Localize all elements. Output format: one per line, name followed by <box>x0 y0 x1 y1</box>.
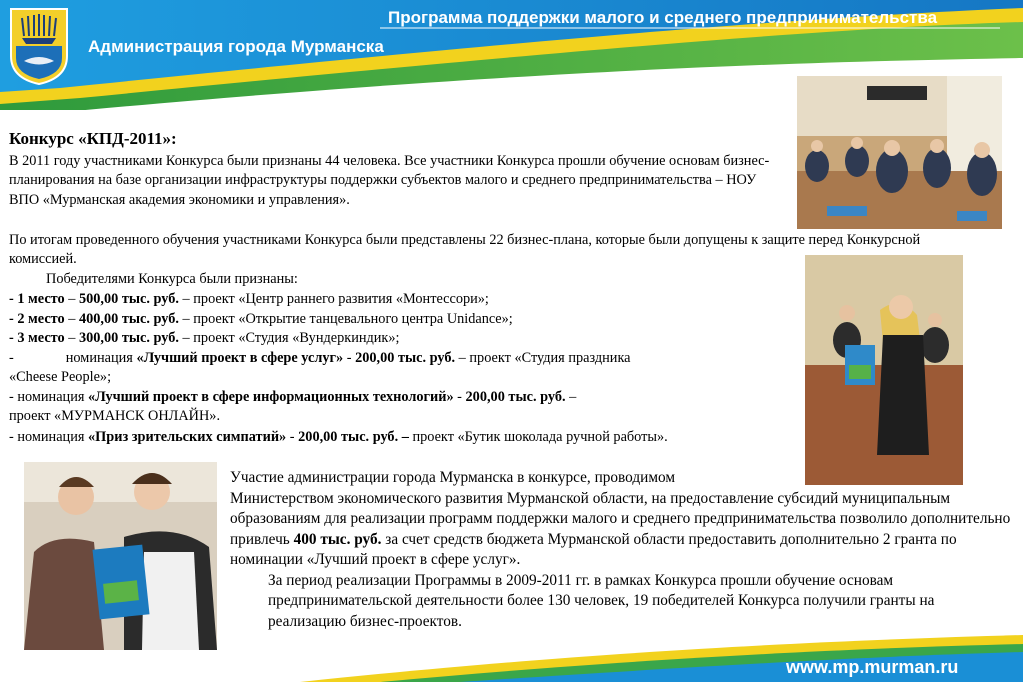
nomination-pre: номинация <box>65 350 137 366</box>
winner-amount: 500,00 тыс. руб. <box>78 291 179 307</box>
nomination-prefix: - <box>9 350 14 366</box>
business-plans-paragraph: По итогам проведенного обучения участниками Конкурса были представлены 22 бизнес-плана, которые были допущены к защите перед Конкурсной комиссией. <box>9 232 921 268</box>
winner-amount: 400,00 тыс. руб. <box>78 311 179 327</box>
subsidy-text-c: за счет средств бюджета Мурманской области предоставить дополнительно 2 гранта по номинации «Лучший проект в сфере услуг». <box>230 530 957 568</box>
speaker-photo <box>805 255 963 485</box>
winner-line-1 <box>9 290 489 309</box>
program-results-paragraph: За период реализации Программы в 2009-2011 гг. в рамках Конкурса прошли обучение основам предпринимательской деятельности более 130 человек, 19 победителей Конкурса получили гранты на реализацию бизнес-проектов. <box>268 571 935 630</box>
nomination-project: проект «Бутик шоколада ручной работы». <box>408 429 668 445</box>
nomination-sep: - <box>453 389 466 405</box>
nomination-name: «Лучший проект в сфере услуг» <box>136 350 344 366</box>
administration-title: Администрация города Мурманска <box>88 37 384 56</box>
nomination-amount: 200,00 тыс. руб. <box>465 389 566 405</box>
nomination-pre: - номинация <box>9 429 89 445</box>
nomination-project: – проект «Студия праздника <box>455 350 631 366</box>
nomination-it-cont: проект «МУРМАНСК ОНЛАЙН». <box>9 408 221 424</box>
nomination-sep: - <box>343 350 356 366</box>
winner-place: - 2 место <box>9 311 65 327</box>
winner-place: - 3 место <box>9 330 65 346</box>
subsidy-amount: 400 тыс. руб. <box>293 530 382 548</box>
nomination-audience <box>9 428 668 447</box>
winner-project: – проект «Открытие танцевального центра Unidance»; <box>178 311 513 327</box>
nomination-amount: 200,00 тыс. руб. – <box>298 429 409 445</box>
nomination-name: «Лучший проект в сфере информационных технологий» <box>88 389 454 405</box>
winner-dash: – <box>64 330 79 346</box>
winner-project: – проект «Студия «Вундеркиндик»; <box>178 330 400 346</box>
website-link[interactable]: www.mp.murman.ru <box>786 657 959 677</box>
winners-intro: Победителями Конкурса были признаны: <box>46 271 298 287</box>
nomination-name: «Приз зрительских симпатий» <box>88 429 287 445</box>
winner-line-3 <box>9 329 400 348</box>
nomination-it <box>9 388 576 407</box>
nomination-services-cont: «Cheese People»; <box>9 369 112 385</box>
contest-heading: Конкурс «КПД-2011»: <box>9 129 177 148</box>
winner-place: - 1 место <box>9 291 65 307</box>
winners-award-photo <box>24 462 217 650</box>
nomination-amount: 200,00 тыс. руб. <box>355 350 456 366</box>
seminar-audience-photo <box>797 76 1002 229</box>
subsidy-text-a: Участие администрации города Мурманска в конкурсе, проводимом <box>230 469 676 486</box>
nomination-sep: - <box>286 429 299 445</box>
program-title: Программа поддержки малого и среднего предпринимательства <box>388 8 938 27</box>
nomination-tail: – <box>565 389 577 405</box>
winner-amount: 300,00 тыс. руб. <box>78 330 179 346</box>
bottom-text-block <box>230 468 1015 632</box>
participants-paragraph: В 2011 году участниками Конкурса были признаны 44 человека. Все участники Конкурса прошли обучение основам бизнес-планирования на базе организации инфраструктуры поддержки субъектов малого и среднего предпринимательства – НОУ ВПО «Мурманская академия экономики и управления». <box>9 153 770 208</box>
winner-dash: – <box>64 291 79 307</box>
winner-dash: – <box>64 311 79 327</box>
murmansk-coat-of-arms-icon <box>8 6 70 86</box>
nomination-services <box>9 349 631 368</box>
subsidy-text-b: Министерством экономического развития Мурманской области, на предоставление субсидий муниципальным образованиям для реализации программ поддержки малого и среднего предпринимательства позволило дополнительно привлечь <box>230 489 1011 548</box>
nomination-pre: - номинация <box>9 389 89 405</box>
winner-project: – проект «Центр раннего развития «Монтессори»; <box>178 291 489 307</box>
winner-line-2 <box>9 310 513 329</box>
